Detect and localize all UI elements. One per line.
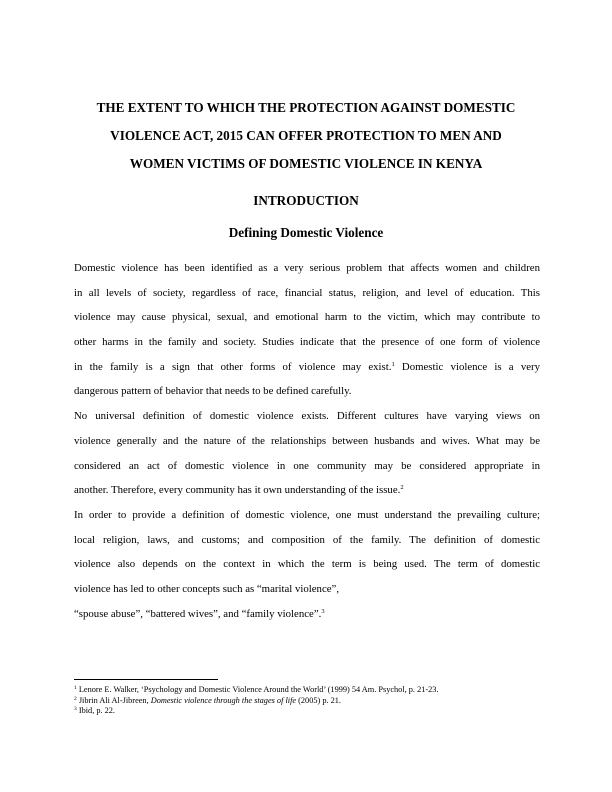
body-line: violence also depends on the context in which the term is being used. The term of domestic bbox=[74, 558, 540, 571]
body-text-fragment: in the family is a sign that other forms of violence may exist. bbox=[74, 360, 392, 373]
footnote bbox=[74, 706, 540, 717]
title-line: WOMEN VICTIMS OF DOMESTIC VIOLENCE IN KENYA bbox=[129, 156, 483, 172]
footnote bbox=[74, 696, 540, 707]
body-line: other harms in the family and society. Studies indicate that the presence of one form of violence bbox=[74, 336, 540, 349]
body-line bbox=[74, 478, 540, 503]
body-line: No universal definition of domestic violence exists. Different cultures have varying views on bbox=[74, 410, 540, 423]
title-line: THE EXTENT TO WHICH THE PROTECTION AGAINST DOMESTIC bbox=[96, 100, 516, 115]
subheading: Defining Domestic Violence bbox=[228, 225, 384, 240]
footnote-number: 2 bbox=[74, 695, 77, 702]
body-line: Domestic violence has been identified as a very serious problem that affects women and children bbox=[74, 262, 540, 274]
footnote-number: 1 bbox=[74, 685, 77, 691]
body-text-fragment: another. Therefore, every community has it own understanding of the issue. bbox=[74, 484, 401, 497]
footnote-text: Jibrin Ali Al-Jibreen, bbox=[78, 695, 151, 705]
footnote-number: 3 bbox=[74, 706, 77, 713]
body-line: dangerous pattern of behavior that needs to be defined carefully. bbox=[74, 385, 352, 398]
footnote-title: Domestic violence through the stages of life bbox=[150, 695, 297, 705]
section-heading: INTRODUCTION bbox=[253, 193, 359, 208]
body-text-fragment: “spouse abuse”, “battered wives”, and “family violence”. bbox=[74, 607, 322, 620]
footnote bbox=[74, 685, 540, 696]
document-title bbox=[60, 94, 552, 179]
body-text bbox=[74, 256, 540, 626]
body-line: In order to provide a definition of domestic violence, one must understand the prevailing culture; bbox=[74, 508, 540, 521]
footnote-text: (2005) p. 21. bbox=[296, 695, 341, 705]
body-line: violence has led to other concepts such as “marital violence”, bbox=[74, 582, 340, 595]
footnote-text: Lenore E. Walker, ‘Psychology and Domestic Violence Around the World’ (1999) 54 Am. Psychol, p. 21-23. bbox=[78, 685, 439, 694]
footnote-separator bbox=[74, 679, 218, 680]
body-line bbox=[74, 602, 540, 627]
footnote-ref: 3 bbox=[321, 607, 325, 615]
footnote-ref: 2 bbox=[400, 484, 404, 492]
body-line: violence may cause physical, sexual, and emotional harm to the victim, which may contribute to bbox=[74, 311, 540, 324]
body-line: violence generally and the nature of the relationships between husbands and wives. What may be bbox=[74, 434, 540, 447]
body-text-fragment: Domestic violence is a very bbox=[394, 360, 540, 373]
footnote-ref: 1 bbox=[391, 360, 395, 368]
title-line: VIOLENCE ACT, 2015 CAN OFFER PROTECTION TO MEN AND bbox=[110, 128, 502, 144]
footnotes bbox=[74, 685, 540, 717]
body-line: considered an act of domestic violence in one community may be considered appropriate in bbox=[74, 459, 540, 472]
footnote-text: Ibid, p. 22. bbox=[78, 706, 116, 716]
body-line bbox=[74, 355, 540, 380]
body-line: in all levels of society, regardless of race, financial status, religion, and level of education. This bbox=[74, 286, 540, 299]
body-line: local religion, laws, and customs; and composition of the family. The definition of domestic bbox=[74, 533, 540, 546]
